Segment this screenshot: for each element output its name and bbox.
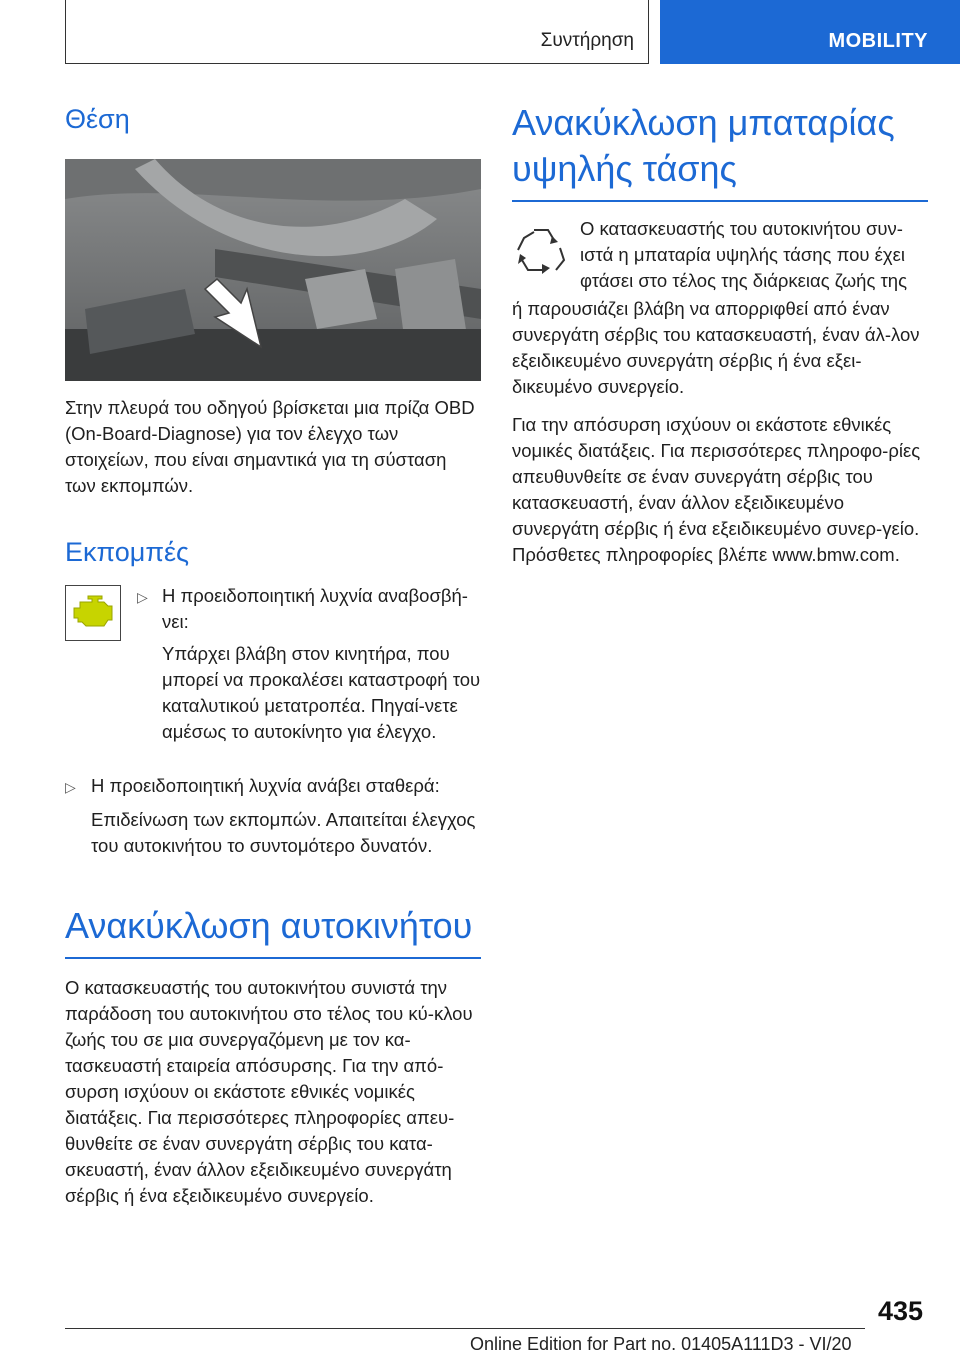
- warning-bullet-2: [65, 773, 481, 873]
- header-section-box: [65, 0, 649, 64]
- header-category-box: [660, 0, 960, 64]
- bullet2-title: Η προειδοποιητική λυχνία ανάβει σταθερά:: [91, 775, 440, 796]
- location-text: Στην πλευρά του οδηγού βρίσκεται μια πρίζα OBD (On-Board-Diagnose) για τον έλεγχο των στοιχείων, που είναι σημαντικά για τη σύσταση των εκπομπών.: [65, 397, 475, 496]
- battery-text-line1: Ο κατασκευαστής του αυτοκινήτου συν-: [580, 218, 903, 239]
- battery-heading-rule: [512, 200, 928, 202]
- battery-intro: [512, 216, 928, 296]
- bullet1-title: Η προειδοποιητική λυχνία αναβοσβή-νει:: [162, 585, 468, 632]
- recycling-icon: [514, 222, 568, 281]
- footer-edition: Online Edition for Part no. 01405A111D3 - VI/20: [470, 1334, 852, 1354]
- warning-bullet-1: [65, 583, 481, 773]
- recycling-heading: Ανακύκλωση αυτοκινήτου: [65, 905, 473, 946]
- battery-heading-line1: Ανακύκλωση μπαταρίας: [512, 102, 895, 143]
- battery-text-2: Για την απόσυρση ισχύουν οι εκάστοτε εθνικές νομικές διατάξεις. Για περισσότερες πληροφο-ρίες απευθυνθείτε σε έναν συνεργάτη σέρβις του κατασκευαστή, έναν άλλον εξειδικευμένο συνεργάτη σέρβις ή ένα εξειδικευμένο συνερ-γείο. Πρόσθετες πληροφορίες βλέπε www.bmw.com.: [512, 414, 921, 565]
- bullet-triangle-icon: ▷: [137, 589, 148, 605]
- bullet1-text: Υπάρχει βλάβη στον κινητήρα, που μπορεί να προκαλέσει καταστροφή του καταλυτικού μετατροπέα. Πηγαί-νετε αμέσως το αυτοκίνητο για έλεγχο.: [162, 643, 481, 742]
- battery-text-rest: ή παρουσιάζει βλάβη να απορριφθεί από έναν συνεργάτη σέρβις του κατασκευαστή, έναν άλ-λον εξειδικευμένο συνεργάτη σέρβις ή ένα εξει-δικευμένο συνεργείο.: [512, 298, 920, 397]
- header-category-title: MOBILITY: [828, 30, 928, 52]
- right-column: [512, 90, 928, 568]
- bullet-triangle-icon: ▷: [65, 779, 76, 795]
- obd-location-photo: [65, 159, 481, 381]
- location-heading: Θέση: [65, 104, 130, 134]
- emissions-heading: Εκπομπές: [65, 537, 190, 567]
- recycling-heading-rule: [65, 957, 481, 959]
- engine-warning-icon: [65, 585, 121, 641]
- battery-text-line3: φτάσει στο τέλος της διάρκειας ζωής της: [580, 270, 908, 291]
- obd-photo-illustration: [65, 159, 481, 381]
- footer-rule: [65, 1328, 865, 1329]
- recycling-text: Ο κατασκευαστής του αυτοκινήτου συνιστά την παράδοση του αυτοκινήτου στο τέλος του κύ-κλου ζωής του σε μια συνεργαζόμενη με τον κα-τασκευαστή εταιρεία απόσυρσης. Για την από-συρση ισχύουν οι εκάστοτε εθνικές νομικές διατάξεις. Για περισσότερες πληροφορίες απευ-θυνθείτε σε έναν συνεργάτη σέρβις του κατα-σκευαστή, έναν άλλον εξειδικευμένο συνεργάτη σέρβις ή ένα εξειδικευμένο συνεργείο.: [65, 977, 473, 1206]
- header-section-title: Συντήρηση: [540, 30, 634, 51]
- bullet2-text: Επιδείνωση των εκπομπών. Απαιτείται έλεγχος του αυτοκινήτου το συντομότερο δυνατόν.: [91, 809, 476, 856]
- page-number: 435: [878, 1296, 924, 1326]
- left-column: [65, 90, 481, 1209]
- battery-heading-line2: υψηλής τάσης: [512, 148, 737, 189]
- battery-text-line2: ιστά η μπαταρία υψηλής τάσης που έχει: [580, 244, 905, 265]
